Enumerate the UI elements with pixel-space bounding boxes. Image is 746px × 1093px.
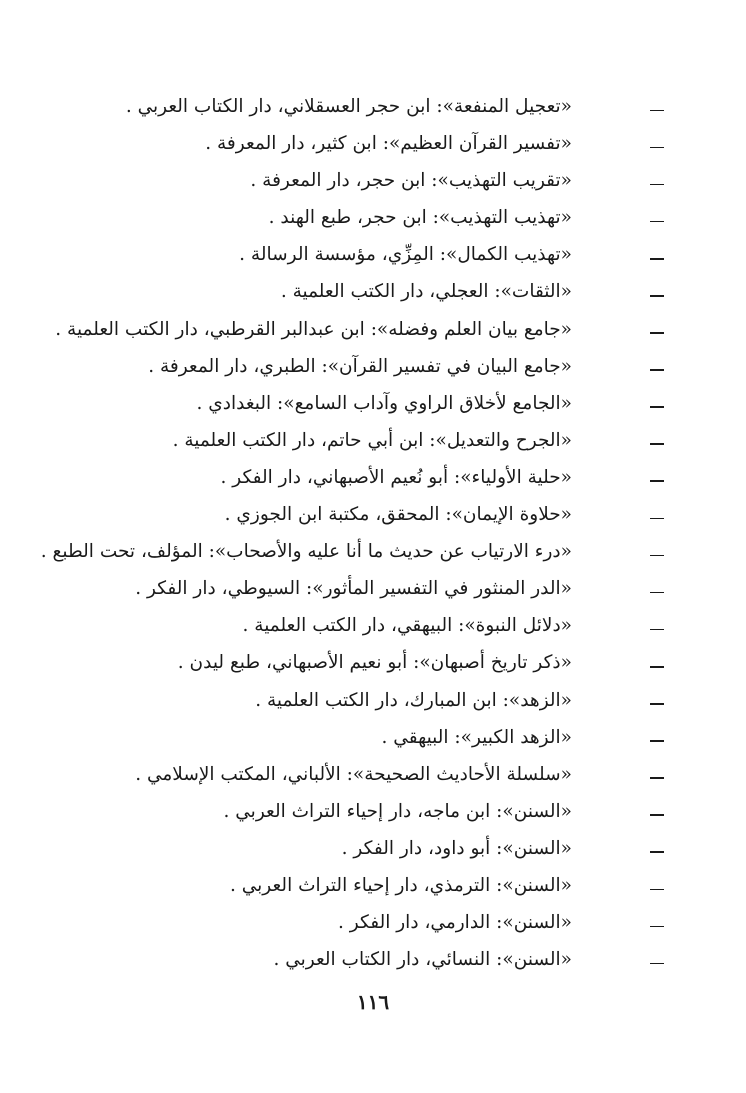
dash-bullet [650,443,664,445]
bibliography-entry [64,719,664,756]
bibliography-entry [64,88,664,125]
dash-bullet [650,258,664,260]
dash-bullet [650,740,664,742]
bibliography-entry [64,459,664,496]
entry-text: «السنن»: النسائي، دار الكتاب العربي . [273,949,572,971]
entry-text: «سلسلة الأحاديث الصحيحة»: الألباني، المكتب الإسلامي . [135,763,572,785]
dash-bullet [650,518,664,520]
entry-text: «الزهد الكبير»: البيهقي . [381,726,572,748]
bibliography-entry [64,867,664,904]
bibliography-entry [64,904,664,941]
entry-text: «درء الارتياب عن حديث ما أنا عليه والأصحاب»: المؤلف، تحت الطبع . [40,541,572,563]
bibliography-entry [64,756,664,793]
dash-bullet [650,406,664,408]
dash-bullet [650,814,664,816]
dash-bullet [650,703,664,705]
entry-text: «الثقات»: العجلي، دار الكتب العلمية . [280,281,572,303]
dash-bullet [650,963,664,965]
bibliography-entry [64,125,664,162]
entry-text: «حلية الأولياء»: أبو نُعيم الأصبهاني، دار الفكر . [220,466,572,488]
entry-text: «تقريب التهذيب»: ابن حجر، دار المعرفة . [250,170,572,192]
entry-text: «جامع البيان في تفسير القرآن»: الطبري، دار المعرفة . [148,355,572,377]
bibliography-entry [64,941,664,978]
bibliography-entry [64,644,664,681]
bibliography-list [40,88,664,978]
dash-bullet [650,332,664,334]
dash-bullet [650,147,664,149]
dash-bullet [650,592,664,594]
dash-bullet [650,480,664,482]
bibliography-entry [64,422,664,459]
dash-bullet [650,295,664,297]
bibliography-entry [40,533,664,570]
dash-bullet [650,851,664,853]
dash-bullet [650,221,664,223]
bibliography-entry [55,311,664,348]
entry-text: «الزهد»: ابن المبارك، دار الكتب العلمية . [255,689,572,711]
bibliography-entry [64,385,664,422]
entry-text: «تهذيب التهذيب»: ابن حجر، طبع الهند . [268,207,572,229]
bibliography-entry [64,793,664,830]
entry-text: «ذكر تاريخ أصبهان»: أبو نعيم الأصبهاني، طبع ليدن . [177,652,572,674]
entry-text: «الجامع لأخلاق الراوي وآداب السامع»: البغدادي . [196,392,572,414]
entry-text: «دلائل النبوة»: البيهقي، دار الكتب العلمية . [242,615,572,637]
entry-text: «جامع بيان العلم وفضله»: ابن عبدالبر القرطبي، دار الكتب العلمية . [55,318,572,340]
entry-text: «السنن»: الترمذي، دار إحياء التراث العربي . [229,874,572,896]
bibliography-entry [64,830,664,867]
entry-text: «حلاوة الإيمان»: المحقق، مكتبة ابن الجوزي . [224,504,572,526]
dash-bullet [650,926,664,928]
dash-bullet [650,666,664,668]
dash-bullet [650,369,664,371]
bibliography-entry [64,348,664,385]
entry-text: «الدر المنثور في التفسير المأثور»: السيوطي، دار الفكر . [135,578,572,600]
dash-bullet [650,110,664,112]
dash-bullet [650,777,664,779]
bibliography-entry [64,162,664,199]
bibliography-entry [64,236,664,273]
bibliography-entry [64,607,664,644]
bibliography-entry [64,570,664,607]
dash-bullet [650,184,664,186]
entry-text: «تعجيل المنفعة»: ابن حجر العسقلاني، دار الكتاب العربي . [125,96,572,117]
bibliography-entry [64,273,664,310]
entry-text: «السنن»: الدارمي، دار الفكر . [338,912,572,934]
dash-bullet [650,629,664,631]
dash-bullet [650,555,664,557]
bibliography-entry [64,199,664,236]
bibliography-entry [64,682,664,719]
entry-text: «تفسير القرآن العظيم»: ابن كثير، دار المعرفة . [205,133,572,155]
entry-text: «الجرح والتعديل»: ابن أبي حاتم، دار الكتب العلمية . [172,429,572,451]
dash-bullet [650,889,664,891]
entry-text: «السنن»: ابن ماجه، دار إحياء التراث العربي . [223,800,572,822]
bibliography-entry [64,496,664,533]
page-number: ١١٦ [356,990,390,1014]
entry-text: «السنن»: أبو داود، دار الفكر . [341,837,572,859]
entry-text: «تهذيب الكمال»: المِزِّي، مؤسسة الرسالة . [239,244,572,266]
